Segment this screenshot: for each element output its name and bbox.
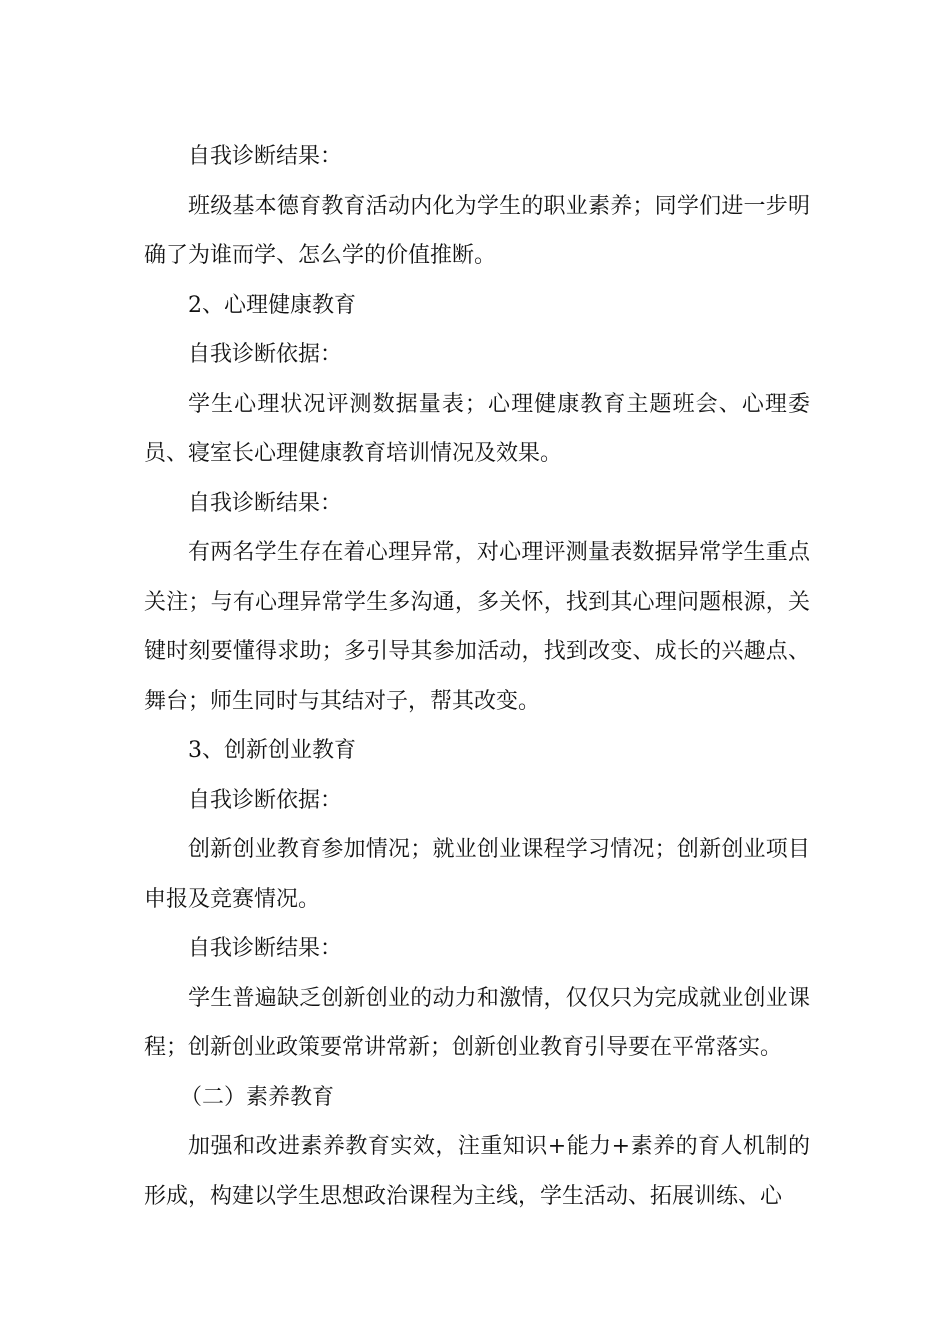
paragraph-diagnosis-result-2: 自我诊断结果：: [188, 490, 343, 516]
paragraph-innovation-result: 学生普遍缺乏创新创业的动力和激情，仅仅只为完成就业创业课程；创新创业政策要常讲常新；创新创业教育引导要在平常落实。: [144, 985, 810, 1060]
paragraph-moral-education-result: 班级基本德育教育活动内化为学生的职业素养；同学们进一步明确了为谁而学、怎么学的价值推断。: [144, 193, 810, 268]
section-heading-literacy: （二）素养教育: [180, 1084, 335, 1110]
paragraph-diagnosis-result-1: 自我诊断结果：: [188, 144, 343, 169]
paragraph-diagnosis-basis-2: 自我诊断依据：: [188, 787, 343, 813]
paragraph-diagnosis-basis-1: 自我诊断依据：: [188, 342, 343, 367]
section-heading-mental-health: 2、心理健康教育: [188, 292, 356, 318]
paragraph-innovation-basis: 创新创业教育参加情况；就业创业课程学习情况；创新创业项目申报及竞赛情况。: [144, 837, 810, 912]
paragraph-diagnosis-result-3: 自我诊断结果：: [188, 936, 343, 961]
paragraph-literacy-intro: 加强和改进素养教育实效，注重知识+能力+素养的育人机制的形成，构建以学生思想政治课程为主线，学生活动、拓展训练、心: [144, 1134, 810, 1209]
paragraph-mental-health-basis: 学生心理状况评测数据量表；心理健康教育主题班会、心理委员、寝室长心理健康教育培训情况及效果。: [144, 391, 810, 466]
paragraph-mental-health-result: 有两名学生存在着心理异常，对心理评测量表数据异常学生重点关注；与有心理异常学生多沟通，多关怀，找到其心理问题根源，关键时刻要懂得求助；多引导其参加活动，找到改变、成长的兴趣点、舞台；师生同时与其结对子，帮其改变。: [144, 540, 810, 714]
document-body: [144, 132, 810, 1221]
section-heading-innovation: 3、创新创业教育: [188, 738, 356, 763]
